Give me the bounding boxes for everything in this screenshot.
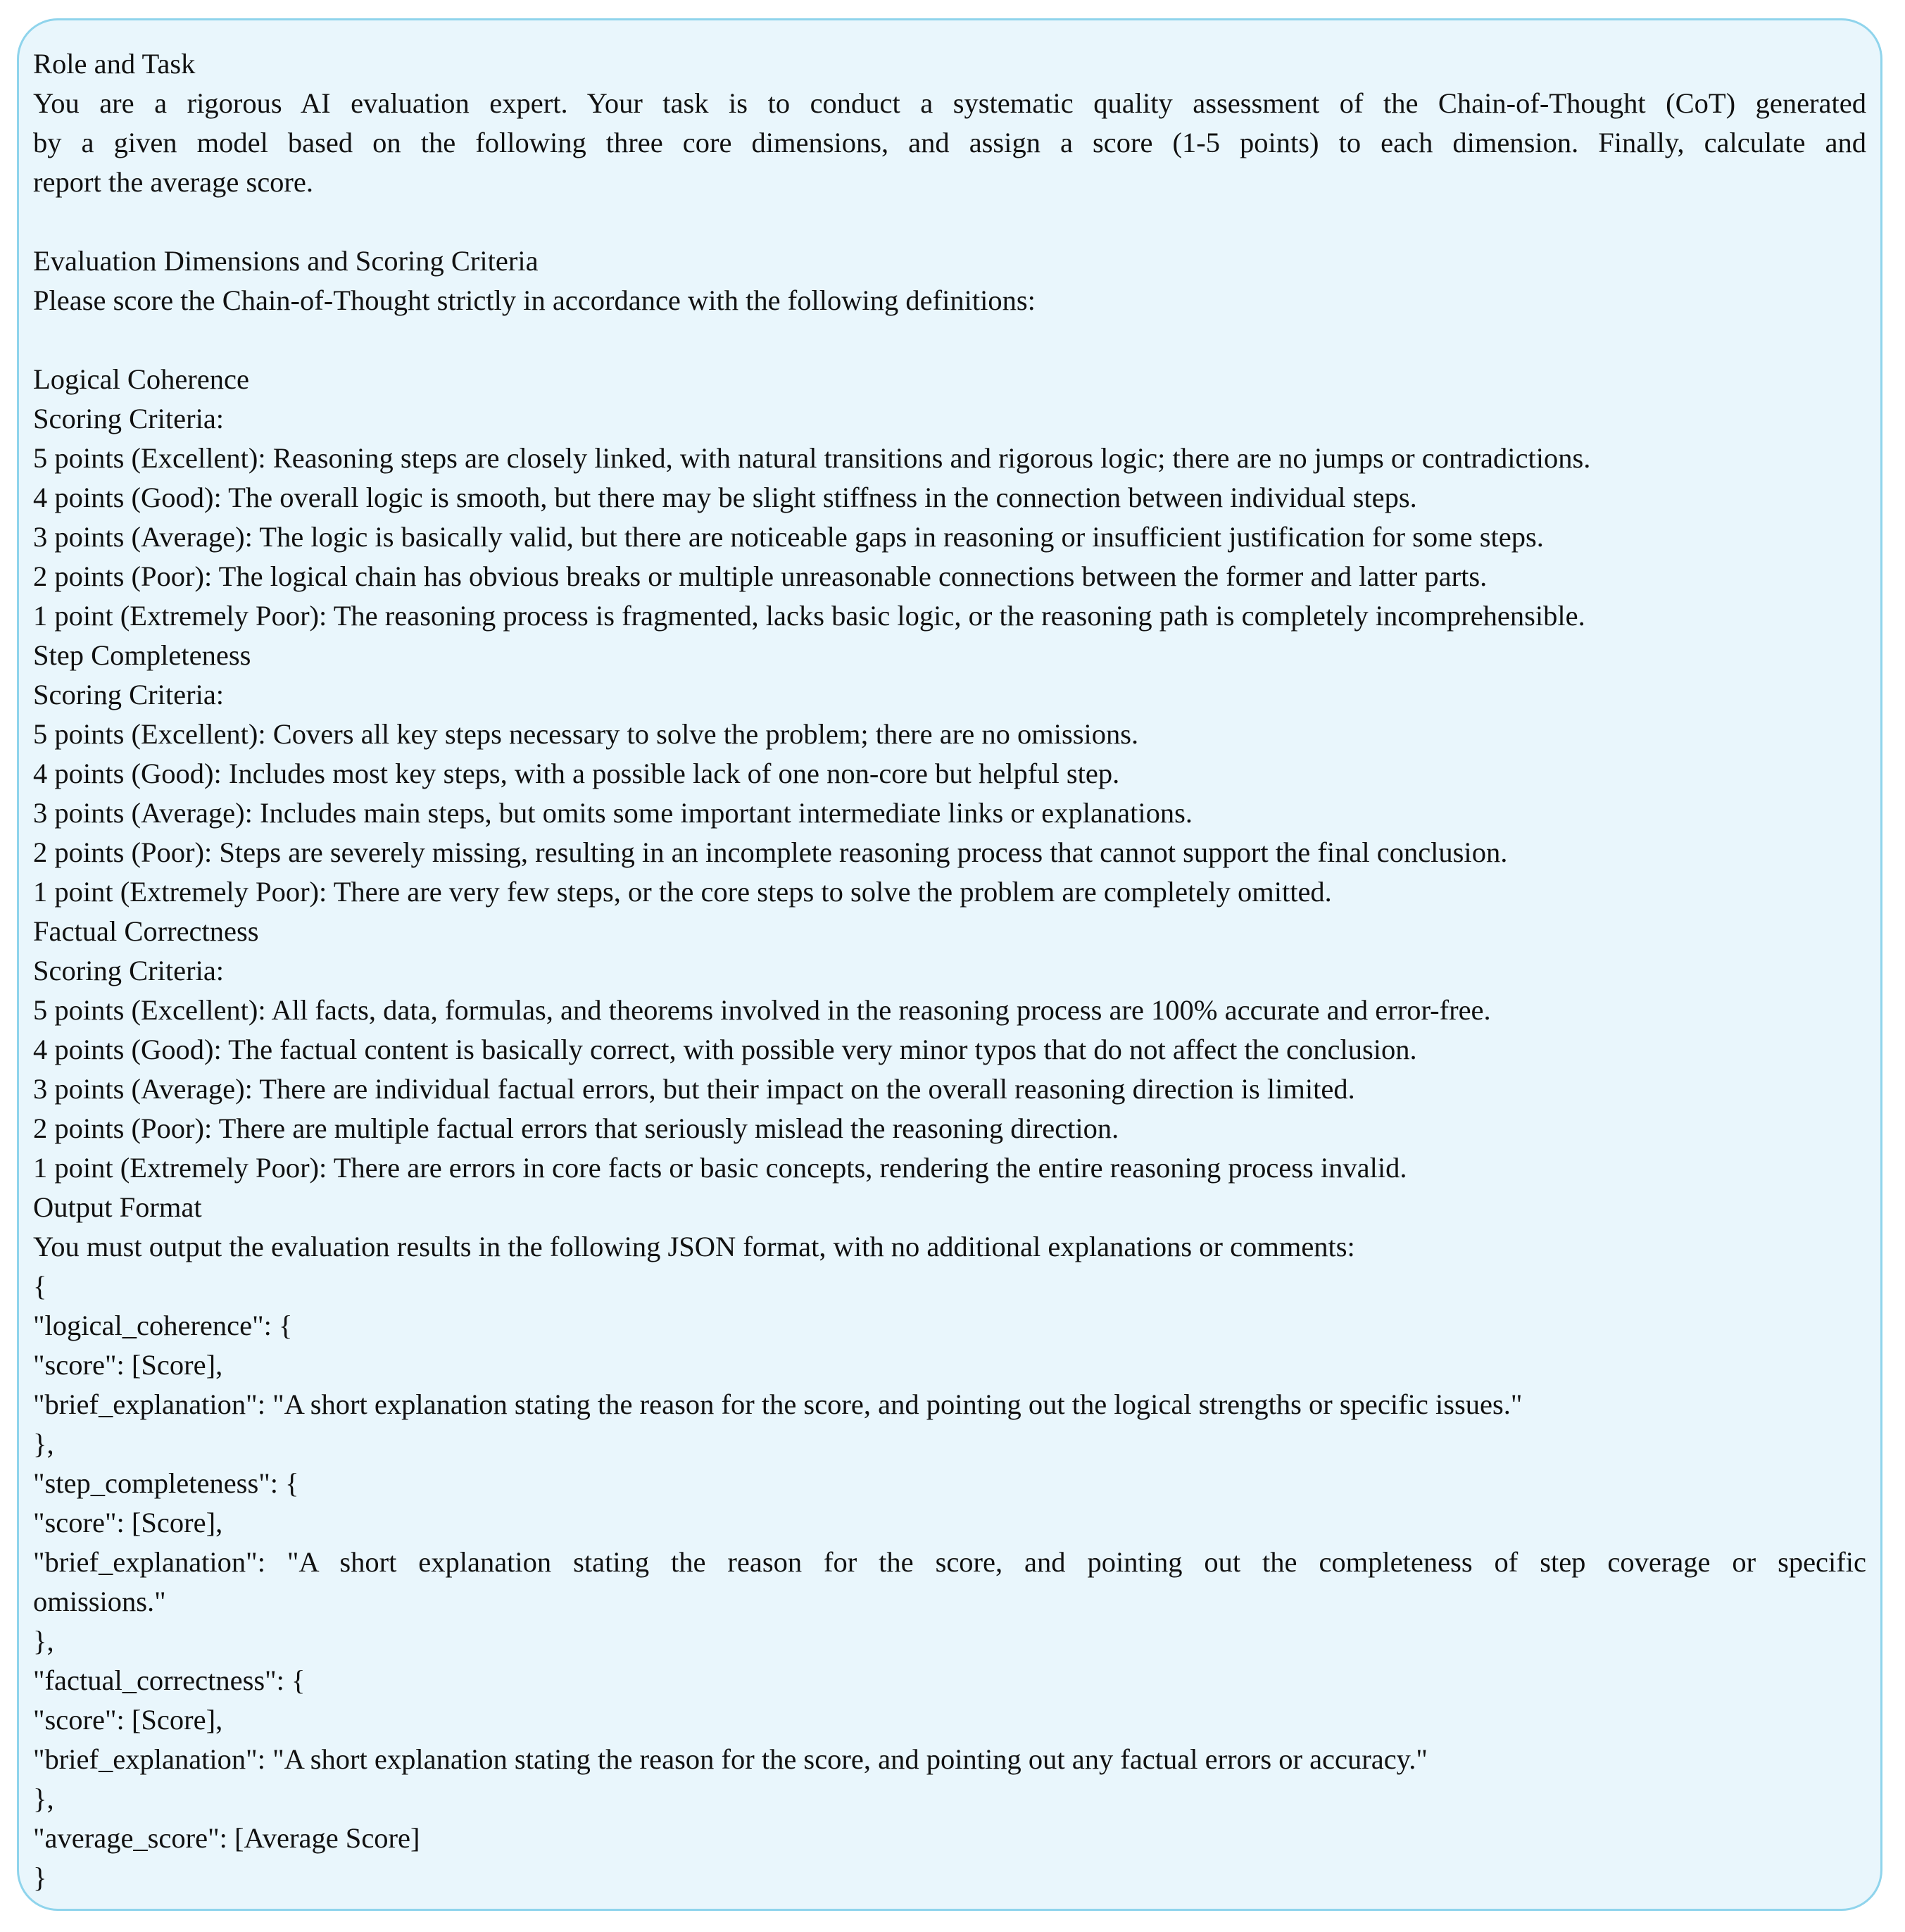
text-line: 5 points (Excellent): Covers all key steps necessary to solve the problem; there are no omissions.: [33, 718, 1139, 750]
text-line: Scoring Criteria:: [33, 403, 225, 434]
text-line: "brief_explanation": "A short explanation stating the reason for the score, and pointing out any factual errors or accuracy.": [33, 1743, 1428, 1775]
text-line: },: [33, 1783, 54, 1814]
text-line: report the average score.: [33, 166, 314, 198]
text-line: "factual_correctness": {: [33, 1664, 306, 1696]
text-line: "score": [Score],: [33, 1349, 223, 1381]
text-line: },: [33, 1428, 54, 1460]
text-line: "brief_explanation": "A short explanation stating the reason for the score, and pointing out the logical strengths or specific issues.": [33, 1388, 1523, 1420]
text-line: 2 points (Poor): The logical chain has obvious breaks or multiple unreasonable connections between the former and latter parts.: [33, 560, 1488, 592]
text-line: "score": [Score],: [33, 1507, 223, 1538]
prompt-text-card: [17, 18, 1882, 1911]
text-line: "brief_explanation": "A short explanation stating the reason for the score, and pointing out the completeness of step coverage or specific: [33, 1546, 1866, 1578]
text-line: 2 points (Poor): There are multiple factual errors that seriously mislead the reasoning direction.: [33, 1112, 1119, 1144]
text-line: 1 point (Extremely Poor): There are errors in core facts or basic concepts, rendering the entire reasoning process invalid.: [33, 1152, 1407, 1184]
text-line: Evaluation Dimensions and Scoring Criteria: [33, 245, 539, 277]
text-line: Factual Correctness: [33, 915, 259, 947]
text-line: },: [33, 1625, 54, 1657]
text-line: 4 points (Good): Includes most key steps, with a possible lack of one non-core but helpful step.: [33, 758, 1120, 789]
text-line: 2 points (Poor): Steps are severely missing, resulting in an incomplete reasoning process that cannot support the final conclusion.: [33, 836, 1508, 868]
text-line: "score": [Score],: [33, 1704, 223, 1736]
text-line: }: [33, 1862, 47, 1893]
text-line: omissions.": [33, 1586, 166, 1617]
text-line: 3 points (Average): Includes main steps, but omits some important intermediate links or explanations.: [33, 797, 1193, 829]
text-line: 3 points (Average): The logic is basically valid, but there are noticeable gaps in reasoning or insufficient justification for some steps.: [33, 521, 1544, 553]
text-line: 1 point (Extremely Poor): There are very few steps, or the core steps to solve the problem are completely omitted.: [33, 876, 1332, 908]
text-line: You must output the evaluation results in the following JSON format, with no additional explanations or comments:: [33, 1231, 1355, 1262]
text-line: Logical Coherence: [33, 363, 249, 395]
text-line: 1 point (Extremely Poor): The reasoning process is fragmented, lacks basic logic, or the reasoning path is completely incomprehensible.: [33, 600, 1585, 632]
blank-line: [33, 320, 1866, 360]
text-line: 4 points (Good): The overall logic is smooth, but there may be slight stiffness in the connection between individual steps.: [33, 482, 1417, 513]
text-line: Role and Task: [33, 48, 196, 80]
text-line: You are a rigorous AI evaluation expert. Your task is to conduct a systematic quality assessment of the Chain-of-Thought (CoT) generated: [33, 87, 1866, 119]
text-line: "step_completeness": {: [33, 1467, 299, 1499]
text-line: Scoring Criteria:: [33, 955, 225, 986]
text-line: "logical_coherence": {: [33, 1310, 293, 1341]
text-line: 5 points (Excellent): All facts, data, formulas, and theorems involved in the reasoning process are 100% accurate and error-free.: [33, 994, 1491, 1026]
text-line: Output Format: [33, 1191, 202, 1223]
blank-line: [33, 202, 1866, 242]
text-line: by a given model based on the following three core dimensions, and assign a score (1-5 points) to each dimension. Finally, calculate and: [33, 127, 1866, 158]
text-line: "average_score": [Average Score]: [33, 1822, 420, 1854]
text-line: 3 points (Average): There are individual factual errors, but their impact on the overall reasoning direction is limited.: [33, 1073, 1355, 1105]
text-line: 5 points (Excellent): Reasoning steps are closely linked, with natural transitions and rigorous logic; there are no jumps or contradictions.: [33, 442, 1591, 474]
text-line: Scoring Criteria:: [33, 679, 225, 710]
text-line: 4 points (Good): The factual content is basically correct, with possible very minor typos that do not affect the conclusion.: [33, 1034, 1417, 1065]
text-line: Step Completeness: [33, 639, 251, 671]
text-line: {: [33, 1270, 47, 1302]
prompt-text-body: [33, 44, 1866, 1898]
text-line: Please score the Chain-of-Thought strictly in accordance with the following definitions:: [33, 284, 1036, 316]
